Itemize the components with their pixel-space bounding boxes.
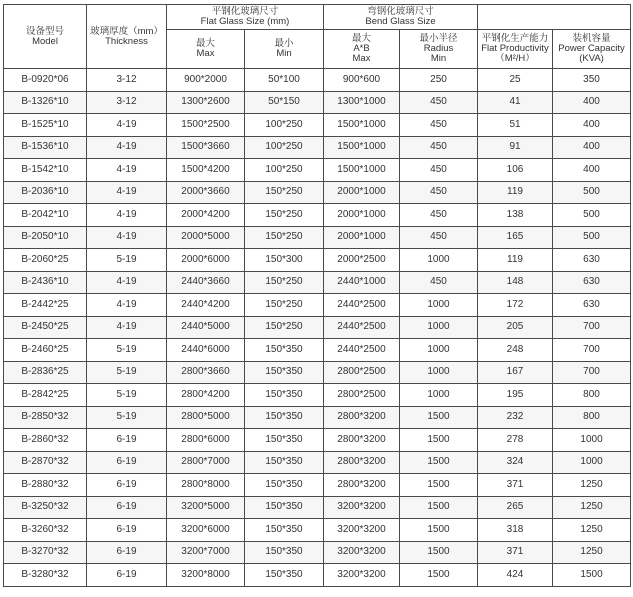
power-cell: 350 <box>553 69 631 92</box>
productivity-cell: 172 <box>478 294 553 317</box>
power-cell: 800 <box>553 406 631 429</box>
table-row <box>4 474 631 497</box>
spec-table <box>3 4 631 587</box>
bend-radius-cell: 450 <box>400 204 478 227</box>
model-cell: B-1536*10 <box>4 136 87 159</box>
productivity-cell: 248 <box>478 339 553 362</box>
model-cell: B-0920*06 <box>4 69 87 92</box>
table-row <box>4 91 631 114</box>
bend-radius-cell: 1500 <box>400 451 478 474</box>
model-header: 设备型号 Model <box>4 5 87 69</box>
productivity-cell: 119 <box>478 249 553 272</box>
power-cell: 500 <box>553 226 631 249</box>
thickness-cell: 4-19 <box>87 204 167 227</box>
flat-min-cell: 150*350 <box>245 541 324 564</box>
flat-min-cell: 150*250 <box>245 204 324 227</box>
table-row <box>4 204 631 227</box>
model-cell: B-2460*25 <box>4 339 87 362</box>
productivity-cell: 41 <box>478 91 553 114</box>
productivity-cell: 138 <box>478 204 553 227</box>
table-body <box>4 69 631 587</box>
productivity-cell: 165 <box>478 226 553 249</box>
thickness-cell: 6-19 <box>87 429 167 452</box>
power-cell: 1000 <box>553 429 631 452</box>
bend-radius-cell: 1500 <box>400 541 478 564</box>
flat-min-cell: 150*350 <box>245 519 324 542</box>
flat-min-cell: 150*250 <box>245 316 324 339</box>
flat-min-cell: 50*100 <box>245 69 324 92</box>
model-cell: B-2050*10 <box>4 226 87 249</box>
table-row <box>4 519 631 542</box>
productivity-cell: 148 <box>478 271 553 294</box>
flat-min-cell: 150*350 <box>245 429 324 452</box>
bend-radius-cell: 1000 <box>400 294 478 317</box>
thickness-cell: 5-19 <box>87 384 167 407</box>
power-cell: 700 <box>553 316 631 339</box>
productivity-cell: 205 <box>478 316 553 339</box>
power-cell: 400 <box>553 136 631 159</box>
thickness-cell: 4-19 <box>87 136 167 159</box>
model-cell: B-2870*32 <box>4 451 87 474</box>
bend-radius-cell: 1000 <box>400 316 478 339</box>
model-cell: B-2850*32 <box>4 406 87 429</box>
thickness-cell: 3-12 <box>87 69 167 92</box>
bend-radius-cell: 450 <box>400 91 478 114</box>
table-row <box>4 69 631 92</box>
productivity-cell: 106 <box>478 159 553 182</box>
bend-radius-cell: 1500 <box>400 429 478 452</box>
bend-max-cell: 2800*3200 <box>324 451 400 474</box>
flat-max-cell: 2000*6000 <box>167 249 245 272</box>
bend-max-cell: 2000*2500 <box>324 249 400 272</box>
flat-max-cell: 2000*3660 <box>167 181 245 204</box>
model-cell: B-2880*32 <box>4 474 87 497</box>
bend-radius-cell: 450 <box>400 226 478 249</box>
flat-min-cell: 150*350 <box>245 564 324 587</box>
bend-radius-cell: 450 <box>400 159 478 182</box>
thickness-cell: 5-19 <box>87 361 167 384</box>
bend-max-header: 最大 A*B Max <box>324 30 400 69</box>
bend-max-cell: 1300*1000 <box>324 91 400 114</box>
power-cell: 400 <box>553 91 631 114</box>
thickness-cell: 4-19 <box>87 271 167 294</box>
bend-radius-cell: 1500 <box>400 474 478 497</box>
thickness-cell: 6-19 <box>87 519 167 542</box>
bend-radius-cell: 1500 <box>400 406 478 429</box>
bend-max-cell: 3200*3200 <box>324 496 400 519</box>
bend-max-cell: 2000*1000 <box>324 204 400 227</box>
bend-radius-cell: 1000 <box>400 249 478 272</box>
bend-radius-cell: 1000 <box>400 361 478 384</box>
table-row <box>4 226 631 249</box>
productivity-cell: 195 <box>478 384 553 407</box>
power-cell: 1000 <box>553 451 631 474</box>
productivity-cell: 232 <box>478 406 553 429</box>
model-cell: B-2042*10 <box>4 204 87 227</box>
table-row <box>4 294 631 317</box>
productivity-cell: 371 <box>478 474 553 497</box>
power-cell: 500 <box>553 204 631 227</box>
thickness-cell: 4-19 <box>87 294 167 317</box>
flat-min-cell: 100*250 <box>245 159 324 182</box>
bend-max-cell: 3200*3200 <box>324 519 400 542</box>
productivity-cell: 324 <box>478 451 553 474</box>
table-row <box>4 429 631 452</box>
bend-radius-cell: 1000 <box>400 339 478 362</box>
flat-min-cell: 150*350 <box>245 451 324 474</box>
power-cell: 500 <box>553 181 631 204</box>
flat-max-cell: 2800*8000 <box>167 474 245 497</box>
bend-radius-cell: 450 <box>400 114 478 137</box>
model-cell: B-2842*25 <box>4 384 87 407</box>
bend-radius-cell: 1500 <box>400 519 478 542</box>
flat-max-cell: 2440*6000 <box>167 339 245 362</box>
power-cell: 1500 <box>553 564 631 587</box>
flat-max-cell: 3200*6000 <box>167 519 245 542</box>
thickness-cell: 6-19 <box>87 451 167 474</box>
productivity-cell: 167 <box>478 361 553 384</box>
flat-max-cell: 2440*5000 <box>167 316 245 339</box>
flat-min-cell: 150*250 <box>245 271 324 294</box>
bend-max-cell: 2440*2500 <box>324 339 400 362</box>
flat-max-cell: 2800*3660 <box>167 361 245 384</box>
bend-radius-cell: 1500 <box>400 564 478 587</box>
power-cell: 1250 <box>553 519 631 542</box>
bend-max-cell: 2000*1000 <box>324 181 400 204</box>
table-row <box>4 361 631 384</box>
bend-radius-cell: 1500 <box>400 496 478 519</box>
flat-max-cell: 2000*5000 <box>167 226 245 249</box>
table-row <box>4 249 631 272</box>
power-cell: 400 <box>553 114 631 137</box>
productivity-cell: 371 <box>478 541 553 564</box>
flat-min-cell: 100*250 <box>245 136 324 159</box>
model-cell: B-3280*32 <box>4 564 87 587</box>
table-row <box>4 406 631 429</box>
model-cell: B-3270*32 <box>4 541 87 564</box>
flat-min-cell: 150*350 <box>245 474 324 497</box>
productivity-cell: 265 <box>478 496 553 519</box>
bend-max-cell: 1500*1000 <box>324 114 400 137</box>
flat-max-cell: 2800*4200 <box>167 384 245 407</box>
thickness-cell: 4-19 <box>87 114 167 137</box>
power-cell: 1250 <box>553 474 631 497</box>
blank-header <box>478 5 631 30</box>
flat-max-cell: 3200*7000 <box>167 541 245 564</box>
model-cell: B-1525*10 <box>4 114 87 137</box>
thickness-cell: 5-19 <box>87 406 167 429</box>
model-cell: B-2060*25 <box>4 249 87 272</box>
thickness-cell: 4-19 <box>87 316 167 339</box>
bend-max-cell: 2440*2500 <box>324 316 400 339</box>
flat-min-cell: 150*250 <box>245 294 324 317</box>
productivity-cell: 318 <box>478 519 553 542</box>
flat-max-cell: 2800*7000 <box>167 451 245 474</box>
bend-size-header: 弯钢化玻璃尺寸 Bend Glass Size <box>324 5 478 30</box>
flat-min-cell: 150*250 <box>245 226 324 249</box>
bend-radius-cell: 450 <box>400 271 478 294</box>
bend-max-cell: 1500*1000 <box>324 136 400 159</box>
flat-min-cell: 150*350 <box>245 339 324 362</box>
thickness-cell: 4-19 <box>87 226 167 249</box>
bend-max-cell: 2800*3200 <box>324 474 400 497</box>
table-row <box>4 339 631 362</box>
power-cell: 630 <box>553 271 631 294</box>
bend-max-cell: 2800*3200 <box>324 429 400 452</box>
flat-min-cell: 150*350 <box>245 384 324 407</box>
productivity-cell: 51 <box>478 114 553 137</box>
model-cell: B-2450*25 <box>4 316 87 339</box>
bend-max-cell: 900*600 <box>324 69 400 92</box>
model-cell: B-2836*25 <box>4 361 87 384</box>
bend-radius-cell: 250 <box>400 69 478 92</box>
flat-size-header: 平钢化玻璃尺寸 Flat Glass Size (mm) <box>167 5 324 30</box>
bend-max-cell: 2800*2500 <box>324 361 400 384</box>
table-row <box>4 496 631 519</box>
flat-max-cell: 2800*5000 <box>167 406 245 429</box>
flat-min-cell: 150*350 <box>245 361 324 384</box>
flat-max-cell: 1500*4200 <box>167 159 245 182</box>
thickness-cell: 4-19 <box>87 181 167 204</box>
power-cell: 1250 <box>553 541 631 564</box>
thickness-cell: 6-19 <box>87 564 167 587</box>
flat-max-cell: 2440*3660 <box>167 271 245 294</box>
table-row <box>4 541 631 564</box>
flat-max-cell: 900*2000 <box>167 69 245 92</box>
flat-max-cell: 3200*8000 <box>167 564 245 587</box>
table-row <box>4 159 631 182</box>
power-cell: 1250 <box>553 496 631 519</box>
flat-max-cell: 3200*5000 <box>167 496 245 519</box>
productivity-header: 平钢化生产能力 Flat Productivity （M²/H） <box>478 30 553 69</box>
flat-max-header: 最大 Max <box>167 30 245 69</box>
table-row <box>4 564 631 587</box>
model-cell: B-2442*25 <box>4 294 87 317</box>
table-row <box>4 316 631 339</box>
bend-max-cell: 2440*1000 <box>324 271 400 294</box>
thickness-cell: 5-19 <box>87 249 167 272</box>
table-row <box>4 384 631 407</box>
model-cell: B-1326*10 <box>4 91 87 114</box>
flat-min-cell: 150*300 <box>245 249 324 272</box>
power-header: 装机容量 Power Capacity (KVA) <box>553 30 631 69</box>
flat-min-cell: 150*250 <box>245 181 324 204</box>
model-cell: B-3260*32 <box>4 519 87 542</box>
table-row <box>4 114 631 137</box>
thickness-cell: 6-19 <box>87 541 167 564</box>
bend-max-cell: 2000*1000 <box>324 226 400 249</box>
bend-max-cell: 2800*3200 <box>324 406 400 429</box>
flat-min-cell: 100*250 <box>245 114 324 137</box>
table-row <box>4 271 631 294</box>
thickness-cell: 5-19 <box>87 339 167 362</box>
bend-radius-header: 最小半径 Radius Min <box>400 30 478 69</box>
bend-max-cell: 3200*3200 <box>324 541 400 564</box>
flat-max-cell: 1300*2600 <box>167 91 245 114</box>
power-cell: 400 <box>553 159 631 182</box>
model-cell: B-3250*32 <box>4 496 87 519</box>
thickness-cell: 6-19 <box>87 496 167 519</box>
model-cell: B-2860*32 <box>4 429 87 452</box>
model-cell: B-2036*10 <box>4 181 87 204</box>
table-row <box>4 451 631 474</box>
flat-max-cell: 2000*4200 <box>167 204 245 227</box>
bend-max-cell: 1500*1000 <box>324 159 400 182</box>
model-cell: B-2436*10 <box>4 271 87 294</box>
flat-min-cell: 50*150 <box>245 91 324 114</box>
flat-max-cell: 2440*4200 <box>167 294 245 317</box>
thickness-cell: 3-12 <box>87 91 167 114</box>
flat-max-cell: 1500*2500 <box>167 114 245 137</box>
model-cell: B-1542*10 <box>4 159 87 182</box>
bend-radius-cell: 1000 <box>400 384 478 407</box>
flat-min-cell: 150*350 <box>245 406 324 429</box>
power-cell: 700 <box>553 361 631 384</box>
flat-max-cell: 2800*6000 <box>167 429 245 452</box>
bend-radius-cell: 450 <box>400 136 478 159</box>
bend-radius-cell: 450 <box>400 181 478 204</box>
power-cell: 630 <box>553 294 631 317</box>
bend-max-cell: 2440*2500 <box>324 294 400 317</box>
bend-max-cell: 2800*2500 <box>324 384 400 407</box>
productivity-cell: 119 <box>478 181 553 204</box>
bend-max-cell: 3200*3200 <box>324 564 400 587</box>
table-row <box>4 136 631 159</box>
productivity-cell: 278 <box>478 429 553 452</box>
thickness-cell: 4-19 <box>87 159 167 182</box>
table-row <box>4 181 631 204</box>
productivity-cell: 91 <box>478 136 553 159</box>
power-cell: 700 <box>553 339 631 362</box>
productivity-cell: 25 <box>478 69 553 92</box>
thickness-header: 玻璃厚度（mm） Thickness <box>87 5 167 69</box>
productivity-cell: 424 <box>478 564 553 587</box>
power-cell: 630 <box>553 249 631 272</box>
flat-max-cell: 1500*3660 <box>167 136 245 159</box>
flat-min-header: 最小 Min <box>245 30 324 69</box>
power-cell: 800 <box>553 384 631 407</box>
thickness-cell: 6-19 <box>87 474 167 497</box>
flat-min-cell: 150*350 <box>245 496 324 519</box>
